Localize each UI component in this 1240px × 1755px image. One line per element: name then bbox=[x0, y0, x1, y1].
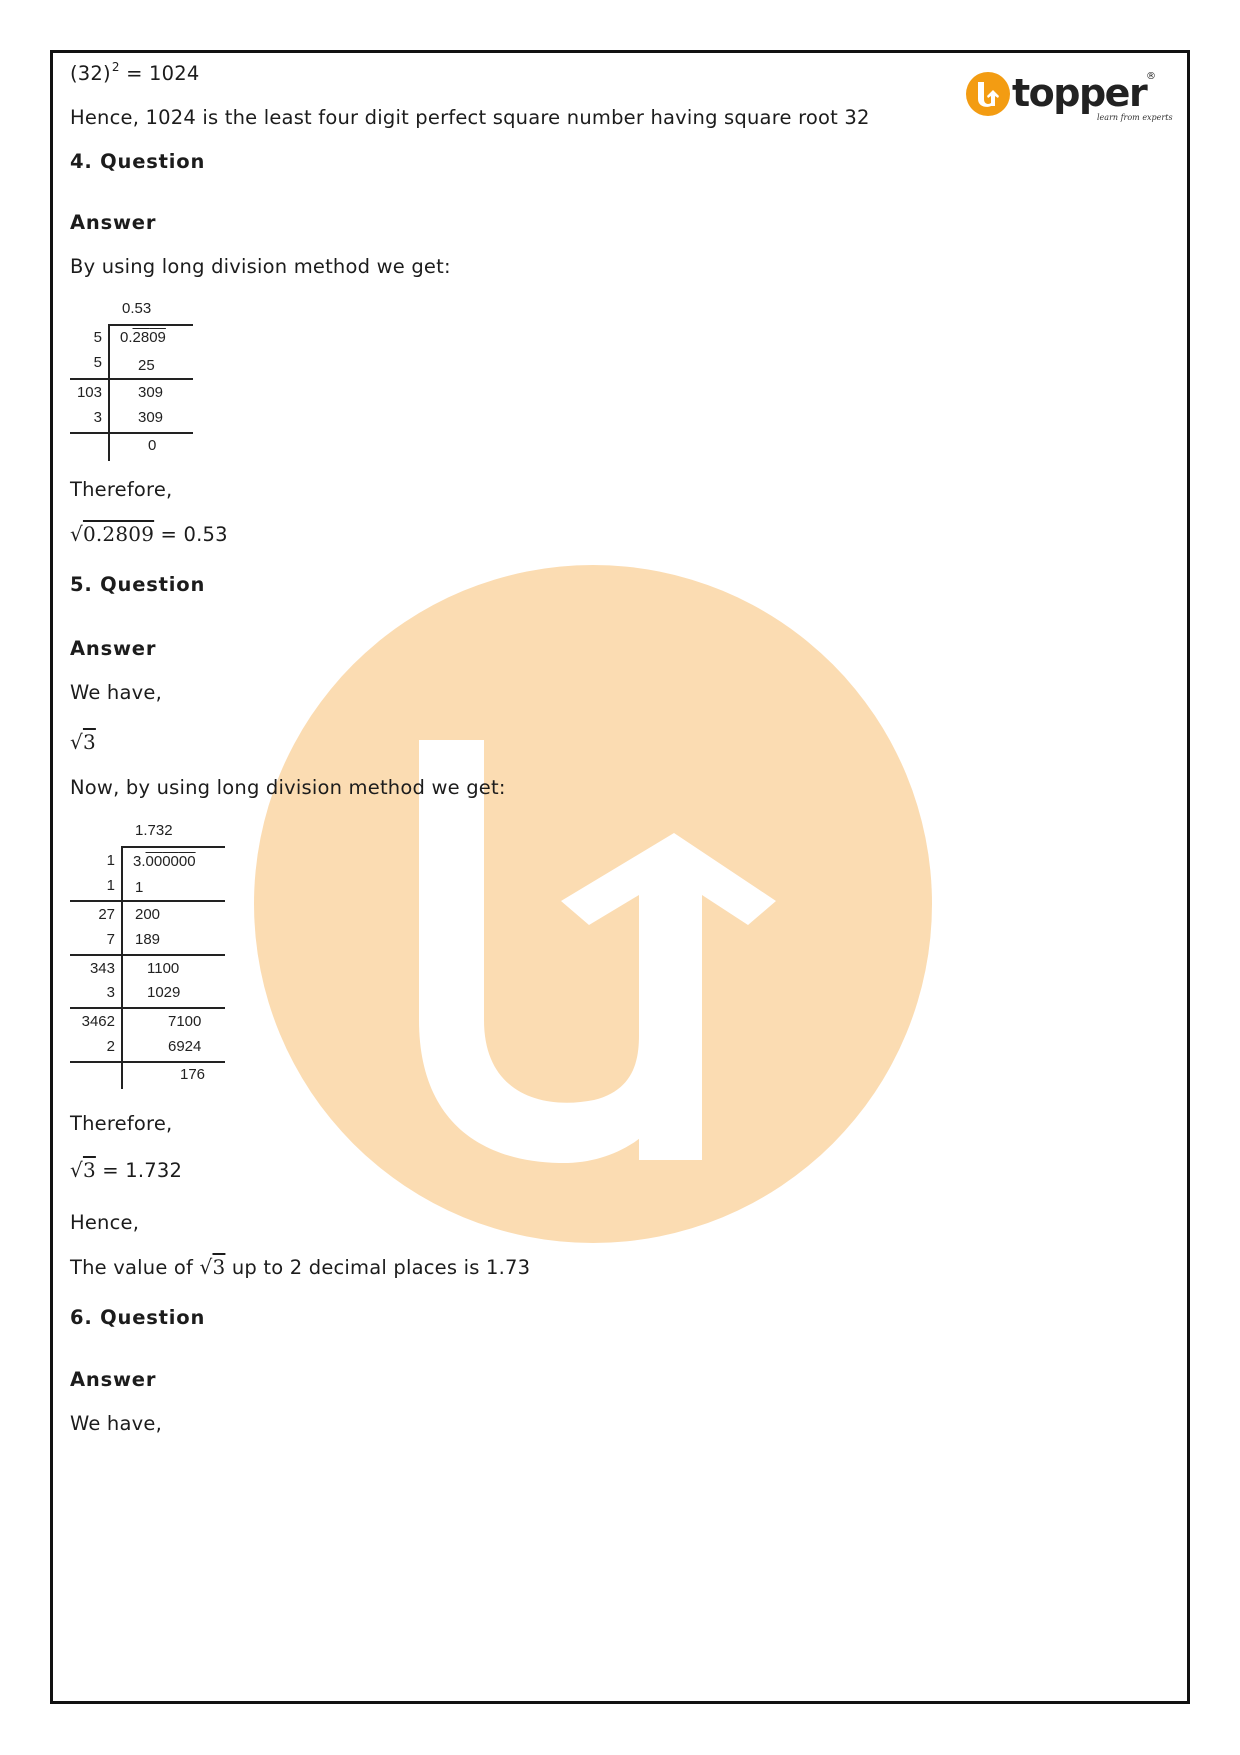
topper-tagline: learn from experts bbox=[1097, 113, 1173, 122]
divisor: 27 bbox=[98, 906, 115, 923]
work-value: 7100 bbox=[168, 1013, 202, 1030]
dividend: 3.000000 bbox=[133, 853, 196, 870]
sqrt-3-result: √3 = 1.732 bbox=[70, 1158, 183, 1182]
divisor: 1 bbox=[106, 852, 115, 869]
equation-32-squared: $(32)^2 = 1024$ bbox=[70, 60, 200, 85]
long-division-intro-5: Now, by using long division method we get: bbox=[70, 776, 506, 799]
topper-logo-circle-icon bbox=[966, 72, 1010, 116]
work-value: 25 bbox=[138, 357, 155, 374]
work-value: 1029 bbox=[147, 984, 181, 1001]
hence-5: Hence, bbox=[70, 1211, 140, 1234]
remainder: 0 bbox=[148, 437, 157, 454]
long-division-intro-4: By using long division method we get: bbox=[70, 255, 451, 278]
divisor: 3462 bbox=[81, 1013, 115, 1030]
sqrt-radical-icon: √ bbox=[199, 1255, 213, 1279]
remainder: 176 bbox=[180, 1066, 206, 1083]
divisor: 103 bbox=[76, 384, 102, 401]
work-value: 309 bbox=[138, 384, 164, 401]
question-5-heading: 5. Question bbox=[70, 573, 206, 596]
we-have-6: We have, bbox=[70, 1412, 162, 1435]
work-value: 6924 bbox=[168, 1038, 202, 1055]
sqrt-radical-icon: √ bbox=[70, 730, 83, 754]
answer-5-heading: Answer bbox=[70, 637, 157, 660]
sqrt-radical-icon: √ bbox=[70, 1158, 83, 1182]
therefore-4: Therefore, bbox=[70, 478, 173, 501]
question-6-heading: 6. Question bbox=[70, 1306, 206, 1329]
divisor: 2 bbox=[106, 1038, 115, 1055]
divisor: 7 bbox=[106, 931, 115, 948]
topper-wordmark: topper bbox=[1012, 71, 1147, 115]
divisor: 343 bbox=[89, 960, 115, 977]
answer-4-heading: Answer bbox=[70, 211, 157, 234]
topper-logo bbox=[965, 68, 1173, 130]
sqrt-0-2809-result: √0.2809 = 0.53 bbox=[70, 522, 228, 546]
work-value: 189 bbox=[135, 931, 161, 948]
sqrt-3-expression: √3 bbox=[70, 730, 96, 754]
question-4-heading: 4. Question bbox=[70, 150, 206, 173]
divisor: 3 bbox=[106, 984, 115, 1001]
work-value: 1100 bbox=[147, 960, 180, 977]
work-value: 309 bbox=[138, 409, 164, 426]
quotient: 0.53 bbox=[122, 300, 152, 317]
divisor: 1 bbox=[106, 877, 115, 894]
work-value: 200 bbox=[135, 906, 161, 923]
divisor: 5 bbox=[93, 329, 102, 346]
sqrt-radical-icon: √ bbox=[70, 522, 83, 546]
divisor: 5 bbox=[93, 354, 102, 371]
quotient: 1.732 bbox=[135, 822, 173, 839]
dividend: 0.2809 bbox=[120, 329, 166, 346]
long-division-0-2809 bbox=[70, 300, 270, 460]
answer-6-heading: Answer bbox=[70, 1368, 157, 1391]
value-statement: The value of √3 up to 2 decimal places is 1.73 bbox=[70, 1255, 531, 1279]
work-value: 1 bbox=[135, 879, 144, 896]
hence-1024-statement: Hence, 1024 is the least four digit perfect square number having square root 32 bbox=[70, 106, 870, 129]
divisor: 3 bbox=[93, 409, 102, 426]
registered-mark-icon: ® bbox=[1146, 71, 1156, 82]
long-division-3 bbox=[70, 822, 310, 1092]
topper-watermark-logo bbox=[254, 565, 932, 1243]
therefore-5: Therefore, bbox=[70, 1112, 173, 1135]
we-have-5: We have, bbox=[70, 681, 162, 704]
